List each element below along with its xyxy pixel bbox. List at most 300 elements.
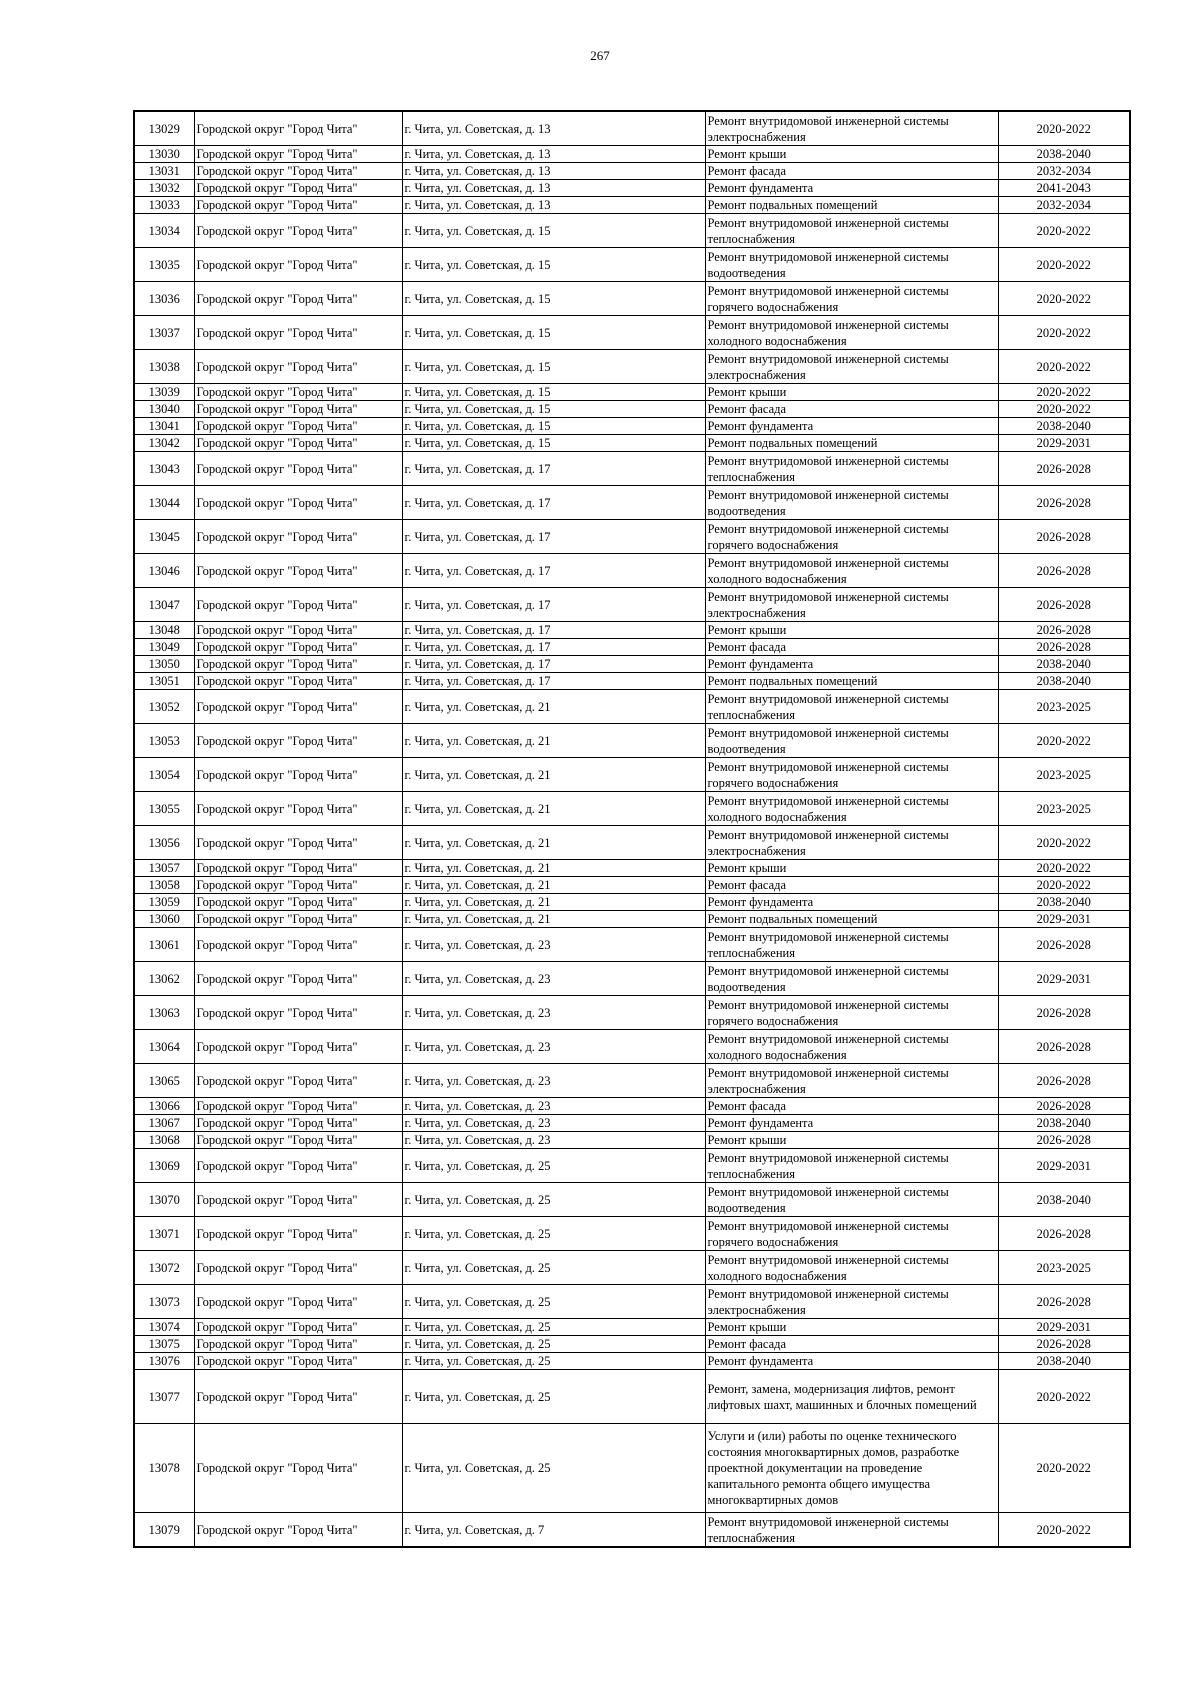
period-cell: 2038-2040 [998,418,1130,435]
table-row [134,1030,1130,1064]
period-cell: 2041-2043 [998,180,1130,197]
municipality-cell: Городской округ "Город Чита" [194,418,402,435]
municipality-cell: Городской округ "Город Чита" [194,1513,402,1548]
municipality-cell: Городской округ "Город Чита" [194,928,402,962]
work-type-cell: Ремонт фундамента [705,656,998,673]
row-number-cell: 13074 [134,1319,194,1336]
municipality-cell: Городской округ "Город Чита" [194,877,402,894]
address-cell: г. Чита, ул. Советская, д. 15 [402,418,705,435]
municipality-cell: Городской округ "Город Чита" [194,622,402,639]
work-type-cell: Ремонт подвальных помещений [705,197,998,214]
period-cell: 2020-2022 [998,111,1130,146]
period-cell: 2029-2031 [998,962,1130,996]
municipality-cell: Городской округ "Город Чита" [194,639,402,656]
work-type-cell: Услуги и (или) работы по оценке технического состояния многоквартирных домов, разработке проектной документации на проведение капитального ремонта общего имущества многоквартирных домов [705,1424,998,1513]
municipality-cell: Городской округ "Город Чита" [194,401,402,418]
row-number-cell: 13049 [134,639,194,656]
municipality-cell: Городской округ "Город Чита" [194,894,402,911]
work-type-cell: Ремонт внутридомовой инженерной системы холодного водоснабжения [705,1030,998,1064]
row-number-cell: 13069 [134,1149,194,1183]
work-type-cell: Ремонт внутридомовой инженерной системы теплоснабжения [705,1513,998,1548]
municipality-cell: Городской округ "Город Чита" [194,1098,402,1115]
address-cell: г. Чита, ул. Советская, д. 17 [402,622,705,639]
work-type-cell: Ремонт крыши [705,622,998,639]
table-row [134,894,1130,911]
municipality-cell: Городской округ "Город Чита" [194,384,402,401]
work-type-cell: Ремонт внутридомовой инженерной системы горячего водоснабжения [705,758,998,792]
table-row [134,1064,1130,1098]
table-row [134,214,1130,248]
period-cell: 2020-2022 [998,214,1130,248]
municipality-cell: Городской округ "Город Чита" [194,588,402,622]
row-number-cell: 13073 [134,1285,194,1319]
table-row [134,1183,1130,1217]
work-type-cell: Ремонт внутридомовой инженерной системы электроснабжения [705,826,998,860]
address-cell: г. Чита, ул. Советская, д. 23 [402,928,705,962]
table-row [134,928,1130,962]
period-cell: 2020-2022 [998,282,1130,316]
address-cell: г. Чита, ул. Советская, д. 23 [402,962,705,996]
page-number: 267 [590,48,610,63]
address-cell: г. Чита, ул. Советская, д. 17 [402,673,705,690]
address-cell: г. Чита, ул. Советская, д. 13 [402,111,705,146]
row-number-cell: 13067 [134,1115,194,1132]
work-type-cell: Ремонт внутридомовой инженерной системы горячего водоснабжения [705,996,998,1030]
work-type-cell: Ремонт фасада [705,1336,998,1353]
table-row [134,1513,1130,1548]
table-row [134,316,1130,350]
work-type-cell: Ремонт внутридомовой инженерной системы электроснабжения [705,1285,998,1319]
table-row [134,673,1130,690]
work-type-cell: Ремонт, замена, модернизация лифтов, ремонт лифтовых шахт, машинных и блочных помещений [705,1370,998,1424]
table-row [134,1217,1130,1251]
period-cell: 2020-2022 [998,1513,1130,1548]
address-cell: г. Чита, ул. Советская, д. 25 [402,1183,705,1217]
address-cell: г. Чита, ул. Советская, д. 21 [402,877,705,894]
table-row [134,860,1130,877]
period-cell: 2026-2028 [998,554,1130,588]
period-cell: 2026-2028 [998,622,1130,639]
municipality-cell: Городской округ "Город Чита" [194,350,402,384]
row-number-cell: 13050 [134,656,194,673]
period-cell: 2038-2040 [998,673,1130,690]
work-type-cell: Ремонт внутридомовой инженерной системы холодного водоснабжения [705,1251,998,1285]
work-type-cell: Ремонт крыши [705,384,998,401]
table-row [134,1370,1130,1424]
address-cell: г. Чита, ул. Советская, д. 15 [402,401,705,418]
address-cell: г. Чита, ул. Советская, д. 17 [402,639,705,656]
row-number-cell: 13078 [134,1424,194,1513]
address-cell: г. Чита, ул. Советская, д. 21 [402,860,705,877]
table-row [134,690,1130,724]
municipality-cell: Городской округ "Город Чита" [194,554,402,588]
municipality-cell: Городской округ "Город Чита" [194,1353,402,1370]
address-cell: г. Чита, ул. Советская, д. 15 [402,350,705,384]
municipality-cell: Городской округ "Город Чита" [194,163,402,180]
work-type-cell: Ремонт внутридомовой инженерной системы горячего водоснабжения [705,520,998,554]
address-cell: г. Чита, ул. Советская, д. 21 [402,792,705,826]
table-row [134,1319,1130,1336]
work-type-cell: Ремонт подвальных помещений [705,435,998,452]
table-row [134,1098,1130,1115]
period-cell: 2020-2022 [998,826,1130,860]
row-number-cell: 13061 [134,928,194,962]
municipality-cell: Городской округ "Город Чита" [194,435,402,452]
row-number-cell: 13042 [134,435,194,452]
work-type-cell: Ремонт фундамента [705,894,998,911]
row-number-cell: 13052 [134,690,194,724]
address-cell: г. Чита, ул. Советская, д. 15 [402,316,705,350]
address-cell: г. Чита, ул. Советская, д. 21 [402,826,705,860]
table-row [134,639,1130,656]
table-row [134,724,1130,758]
table-row [134,1424,1130,1513]
table-row [134,792,1130,826]
table-row [134,758,1130,792]
row-number-cell: 13077 [134,1370,194,1424]
address-cell: г. Чита, ул. Советская, д. 21 [402,690,705,724]
work-type-cell: Ремонт внутридомовой инженерной системы водоотведения [705,486,998,520]
row-number-cell: 13066 [134,1098,194,1115]
work-type-cell: Ремонт внутридомовой инженерной системы водоотведения [705,248,998,282]
row-number-cell: 13046 [134,554,194,588]
address-cell: г. Чита, ул. Советская, д. 13 [402,197,705,214]
municipality-cell: Городской округ "Город Чита" [194,690,402,724]
work-type-cell: Ремонт внутридомовой инженерной системы холодного водоснабжения [705,554,998,588]
municipality-cell: Городской округ "Город Чита" [194,792,402,826]
period-cell: 2020-2022 [998,248,1130,282]
row-number-cell: 13062 [134,962,194,996]
period-cell: 2026-2028 [998,1030,1130,1064]
table-row [134,384,1130,401]
address-cell: г. Чита, ул. Советская, д. 17 [402,588,705,622]
municipality-cell: Городской округ "Город Чита" [194,146,402,163]
address-cell: г. Чита, ул. Советская, д. 25 [402,1370,705,1424]
work-type-cell: Ремонт внутридомовой инженерной системы теплоснабжения [705,690,998,724]
address-cell: г. Чита, ул. Советская, д. 17 [402,452,705,486]
row-number-cell: 13071 [134,1217,194,1251]
row-number-cell: 13041 [134,418,194,435]
period-cell: 2038-2040 [998,656,1130,673]
period-cell: 2023-2025 [998,758,1130,792]
table-row [134,588,1130,622]
table-row [134,282,1130,316]
work-type-cell: Ремонт фундамента [705,1115,998,1132]
table-row [134,197,1130,214]
row-number-cell: 13040 [134,401,194,418]
table-row [134,656,1130,673]
work-type-cell: Ремонт фасада [705,401,998,418]
address-cell: г. Чита, ул. Советская, д. 21 [402,894,705,911]
address-cell: г. Чита, ул. Советская, д. 25 [402,1251,705,1285]
work-type-cell: Ремонт внутридомовой инженерной системы теплоснабжения [705,1149,998,1183]
row-number-cell: 13068 [134,1132,194,1149]
row-number-cell: 13059 [134,894,194,911]
table-row [134,520,1130,554]
row-number-cell: 13072 [134,1251,194,1285]
address-cell: г. Чита, ул. Советская, д. 25 [402,1217,705,1251]
work-type-cell: Ремонт внутридомовой инженерной системы теплоснабжения [705,214,998,248]
municipality-cell: Городской округ "Город Чита" [194,486,402,520]
row-number-cell: 13065 [134,1064,194,1098]
row-number-cell: 13060 [134,911,194,928]
period-cell: 2029-2031 [998,911,1130,928]
period-cell: 2032-2034 [998,163,1130,180]
period-cell: 2020-2022 [998,350,1130,384]
period-cell: 2026-2028 [998,452,1130,486]
period-cell: 2026-2028 [998,1132,1130,1149]
municipality-cell: Городской округ "Город Чита" [194,826,402,860]
row-number-cell: 13076 [134,1353,194,1370]
work-type-cell: Ремонт внутридомовой инженерной системы электроснабжения [705,111,998,146]
work-type-cell: Ремонт крыши [705,1132,998,1149]
row-number-cell: 13053 [134,724,194,758]
period-cell: 2026-2028 [998,486,1130,520]
work-type-cell: Ремонт фундамента [705,418,998,435]
row-number-cell: 13029 [134,111,194,146]
municipality-cell: Городской округ "Город Чита" [194,860,402,877]
address-cell: г. Чита, ул. Советская, д. 21 [402,724,705,758]
row-number-cell: 13034 [134,214,194,248]
municipality-cell: Городской округ "Город Чита" [194,1251,402,1285]
work-type-cell: Ремонт внутридомовой инженерной системы холодного водоснабжения [705,316,998,350]
address-cell: г. Чита, ул. Советская, д. 17 [402,554,705,588]
row-number-cell: 13058 [134,877,194,894]
row-number-cell: 13054 [134,758,194,792]
address-cell: г. Чита, ул. Советская, д. 13 [402,163,705,180]
municipality-cell: Городской округ "Город Чита" [194,758,402,792]
address-cell: г. Чита, ул. Советская, д. 25 [402,1285,705,1319]
row-number-cell: 13039 [134,384,194,401]
period-cell: 2026-2028 [998,1064,1130,1098]
address-cell: г. Чита, ул. Советская, д. 15 [402,435,705,452]
work-type-cell: Ремонт подвальных помещений [705,911,998,928]
municipality-cell: Городской округ "Город Чита" [194,1183,402,1217]
row-number-cell: 13032 [134,180,194,197]
municipality-cell: Городской округ "Город Чита" [194,911,402,928]
municipality-cell: Городской округ "Город Чита" [194,1132,402,1149]
address-cell: г. Чита, ул. Советская, д. 25 [402,1336,705,1353]
municipality-cell: Городской округ "Город Чита" [194,214,402,248]
period-cell: 2023-2025 [998,1251,1130,1285]
period-cell: 2026-2028 [998,588,1130,622]
municipality-cell: Городской округ "Город Чита" [194,724,402,758]
address-cell: г. Чита, ул. Советская, д. 13 [402,146,705,163]
address-cell: г. Чита, ул. Советская, д. 23 [402,1115,705,1132]
municipality-cell: Городской округ "Город Чита" [194,1285,402,1319]
municipality-cell: Городской округ "Город Чита" [194,1370,402,1424]
table-body [134,111,1130,1547]
table-row [134,180,1130,197]
period-cell: 2026-2028 [998,1285,1130,1319]
table-row [134,877,1130,894]
row-number-cell: 13057 [134,860,194,877]
address-cell: г. Чита, ул. Советская, д. 17 [402,486,705,520]
municipality-cell: Городской округ "Город Чита" [194,248,402,282]
period-cell: 2026-2028 [998,1217,1130,1251]
table-row [134,1149,1130,1183]
work-type-cell: Ремонт подвальных помещений [705,673,998,690]
address-cell: г. Чита, ул. Советская, д. 25 [402,1353,705,1370]
work-type-cell: Ремонт внутридомовой инженерной системы водоотведения [705,1183,998,1217]
work-type-cell: Ремонт внутридомовой инженерной системы теплоснабжения [705,928,998,962]
table-row [134,248,1130,282]
municipality-cell: Городской округ "Город Чита" [194,1149,402,1183]
period-cell: 2038-2040 [998,1353,1130,1370]
row-number-cell: 13035 [134,248,194,282]
address-cell: г. Чита, ул. Советская, д. 17 [402,520,705,554]
address-cell: г. Чита, ул. Советская, д. 15 [402,384,705,401]
address-cell: г. Чита, ул. Советская, д. 21 [402,911,705,928]
table-row [134,146,1130,163]
period-cell: 2029-2031 [998,1319,1130,1336]
row-number-cell: 13030 [134,146,194,163]
municipality-cell: Городской округ "Город Чита" [194,111,402,146]
period-cell: 2023-2025 [998,690,1130,724]
municipality-cell: Городской округ "Город Чита" [194,282,402,316]
period-cell: 2038-2040 [998,894,1130,911]
address-cell: г. Чита, ул. Советская, д. 7 [402,1513,705,1548]
period-cell: 2020-2022 [998,384,1130,401]
period-cell: 2026-2028 [998,928,1130,962]
row-number-cell: 13036 [134,282,194,316]
table-row [134,962,1130,996]
work-type-cell: Ремонт фундамента [705,1353,998,1370]
table-row [134,1132,1130,1149]
row-number-cell: 13056 [134,826,194,860]
table-row [134,418,1130,435]
address-cell: г. Чита, ул. Советская, д. 25 [402,1424,705,1513]
address-cell: г. Чита, ул. Советская, д. 25 [402,1149,705,1183]
municipality-cell: Городской округ "Город Чита" [194,1336,402,1353]
table-row [134,1115,1130,1132]
table-row [134,1285,1130,1319]
municipality-cell: Городской округ "Город Чита" [194,1030,402,1064]
work-type-cell: Ремонт внутридомовой инженерной системы холодного водоснабжения [705,792,998,826]
address-cell: г. Чита, ул. Советская, д. 15 [402,282,705,316]
work-type-cell: Ремонт крыши [705,146,998,163]
period-cell: 2020-2022 [998,401,1130,418]
address-cell: г. Чита, ул. Советская, д. 23 [402,996,705,1030]
period-cell: 2020-2022 [998,860,1130,877]
table-row [134,622,1130,639]
period-cell: 2026-2028 [998,1336,1130,1353]
period-cell: 2023-2025 [998,792,1130,826]
address-cell: г. Чита, ул. Советская, д. 23 [402,1098,705,1115]
row-number-cell: 13037 [134,316,194,350]
period-cell: 2020-2022 [998,724,1130,758]
address-cell: г. Чита, ул. Советская, д. 25 [402,1319,705,1336]
municipality-cell: Городской округ "Город Чита" [194,1115,402,1132]
row-number-cell: 13075 [134,1336,194,1353]
address-cell: г. Чита, ул. Советская, д. 15 [402,214,705,248]
municipality-cell: Городской округ "Город Чита" [194,316,402,350]
row-number-cell: 13070 [134,1183,194,1217]
address-cell: г. Чита, ул. Советская, д. 15 [402,248,705,282]
row-number-cell: 13064 [134,1030,194,1064]
work-type-cell: Ремонт фундамента [705,180,998,197]
address-cell: г. Чита, ул. Советская, д. 23 [402,1030,705,1064]
municipality-cell: Городской округ "Город Чита" [194,1424,402,1513]
period-cell: 2020-2022 [998,1424,1130,1513]
table-row [134,486,1130,520]
table-row [134,350,1130,384]
work-type-cell: Ремонт фасада [705,877,998,894]
municipality-cell: Городской округ "Город Чита" [194,1217,402,1251]
row-number-cell: 13045 [134,520,194,554]
period-cell: 2026-2028 [998,1098,1130,1115]
row-number-cell: 13079 [134,1513,194,1548]
row-number-cell: 13048 [134,622,194,639]
work-type-cell: Ремонт внутридомовой инженерной системы электроснабжения [705,350,998,384]
municipality-cell: Городской округ "Город Чита" [194,673,402,690]
table-row [134,996,1130,1030]
capital-repair-table [133,110,1131,1548]
address-cell: г. Чита, ул. Советская, д. 21 [402,758,705,792]
table-row [134,163,1130,180]
row-number-cell: 13047 [134,588,194,622]
work-type-cell: Ремонт внутридомовой инженерной системы электроснабжения [705,1064,998,1098]
period-cell: 2020-2022 [998,877,1130,894]
row-number-cell: 13033 [134,197,194,214]
row-number-cell: 13051 [134,673,194,690]
period-cell: 2038-2040 [998,146,1130,163]
work-type-cell: Ремонт внутридомовой инженерной системы горячего водоснабжения [705,1217,998,1251]
table-row [134,401,1130,418]
table-row [134,452,1130,486]
municipality-cell: Городской округ "Город Чита" [194,1064,402,1098]
table-row [134,1251,1130,1285]
table-row [134,554,1130,588]
municipality-cell: Городской округ "Город Чита" [194,180,402,197]
row-number-cell: 13063 [134,996,194,1030]
row-number-cell: 13038 [134,350,194,384]
row-number-cell: 13044 [134,486,194,520]
table-row [134,111,1130,146]
period-cell: 2026-2028 [998,520,1130,554]
work-type-cell: Ремонт фасада [705,163,998,180]
table-row [134,1353,1130,1370]
period-cell: 2020-2022 [998,1370,1130,1424]
municipality-cell: Городской округ "Город Чита" [194,962,402,996]
work-type-cell: Ремонт внутридомовой инженерной системы водоотведения [705,962,998,996]
row-number-cell: 13055 [134,792,194,826]
period-cell: 2038-2040 [998,1183,1130,1217]
municipality-cell: Городской округ "Город Чита" [194,197,402,214]
address-cell: г. Чита, ул. Советская, д. 17 [402,656,705,673]
municipality-cell: Городской округ "Город Чита" [194,452,402,486]
period-cell: 2026-2028 [998,639,1130,656]
address-cell: г. Чита, ул. Советская, д. 13 [402,180,705,197]
period-cell: 2029-2031 [998,435,1130,452]
period-cell: 2029-2031 [998,1149,1130,1183]
work-type-cell: Ремонт крыши [705,860,998,877]
row-number-cell: 13043 [134,452,194,486]
address-cell: г. Чита, ул. Советская, д. 23 [402,1132,705,1149]
work-type-cell: Ремонт крыши [705,1319,998,1336]
work-type-cell: Ремонт внутридомовой инженерной системы водоотведения [705,724,998,758]
table-row [134,826,1130,860]
municipality-cell: Городской округ "Город Чита" [194,1319,402,1336]
table-row [134,911,1130,928]
table-row [134,1336,1130,1353]
work-type-cell: Ремонт внутридомовой инженерной системы электроснабжения [705,588,998,622]
municipality-cell: Городской округ "Город Чита" [194,996,402,1030]
period-cell: 2032-2034 [998,197,1130,214]
period-cell: 2020-2022 [998,316,1130,350]
table-row [134,435,1130,452]
row-number-cell: 13031 [134,163,194,180]
